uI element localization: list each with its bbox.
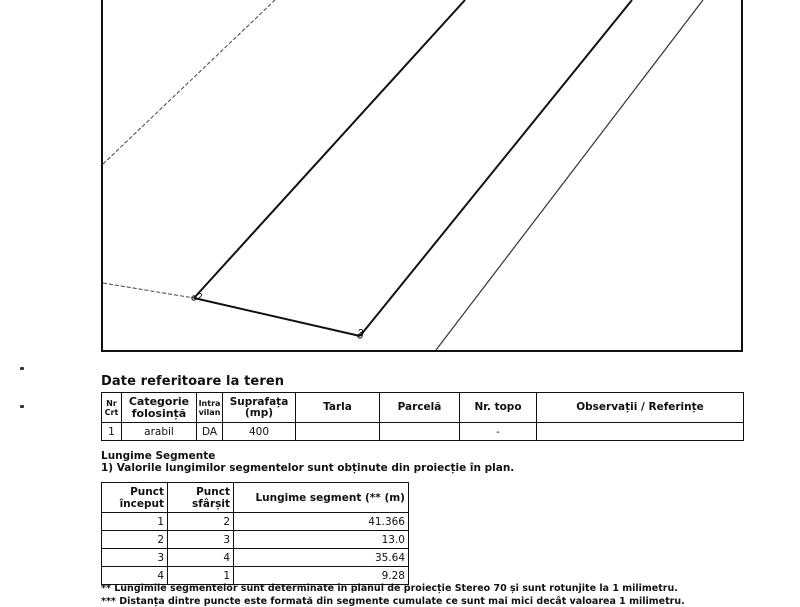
cell-end: 3 [168,531,234,549]
land-data-table [101,392,744,441]
col-length-header: Lungime segment (** (m) [234,483,409,513]
parcel-boundary-left [194,0,465,298]
segments-title: Lungime Segmente [101,450,216,462]
table-header-row [102,393,744,423]
neighbor-boundary-right [436,0,703,350]
scan-speck [20,367,24,370]
cell-categorie: arabil [122,423,197,441]
col-nr-header: Nr Crt [102,393,122,423]
cell-parcela [380,423,460,441]
cell-start: 1 [102,513,168,531]
point-label-2: 2 [197,292,203,303]
table-header-row [102,483,409,513]
col-start-header: Punct început [102,483,168,513]
cell-start: 2 [102,531,168,549]
neighbor-boundary-line [103,0,275,164]
cell-nr-topo: - [460,423,537,441]
col-parcela-header: Parcelă [380,393,460,423]
table-row [102,423,744,441]
table-row [102,567,409,585]
scan-speck [20,405,24,408]
col-tarla-header: Tarla [296,393,380,423]
col-intravilan-header: Intra vilan [197,393,223,423]
land-data-title: Date referitoare la teren [101,374,285,389]
cell-end: 2 [168,513,234,531]
parcel-boundary-bottom [194,298,360,336]
cell-end: 4 [168,549,234,567]
neighbor-boundary-left-tick [103,283,194,298]
cell-start: 3 [102,549,168,567]
segments-subtitle: 1) Valorile lungimilor segmentelor sunt obținute din proiecție în plan. [101,462,515,474]
cell-nr: 1 [102,423,122,441]
table-row [102,513,409,531]
table-row [102,549,409,567]
cell-end: 1 [168,567,234,585]
cell-length: 35.64 [234,549,409,567]
col-suprafata-header: Suprafața (mp) [223,393,296,423]
table-row [102,531,409,549]
segments-heading [101,450,514,474]
col-observatii-header: Observații / Referințe [537,393,744,423]
cell-tarla [296,423,380,441]
cell-intravilan: DA [197,423,223,441]
cell-length: 41.366 [234,513,409,531]
col-nr-topo-header: Nr. topo [460,393,537,423]
col-end-header: Punct sfârșit [168,483,234,513]
cell-suprafata: 400 [223,423,296,441]
parcel-boundary-right [360,0,632,336]
cell-length: 13.0 [234,531,409,549]
segments-table [101,482,409,585]
footnote-distance: *** Distanța dintre puncte este formată din segmente cumulate ce sunt mai mici decât valoarea 1 milimetru. [101,596,685,607]
footnote-projection: ** Lungimile segmentelor sunt determinate în planul de proiecție Stereo 70 și sunt rotunjite la 1 milimetru. [101,583,678,594]
cell-start: 4 [102,567,168,585]
cell-length: 9.28 [234,567,409,585]
cell-observatii [537,423,744,441]
point-label-3: 3 [358,328,364,339]
col-categorie-header: Categorie folosință [122,393,197,423]
